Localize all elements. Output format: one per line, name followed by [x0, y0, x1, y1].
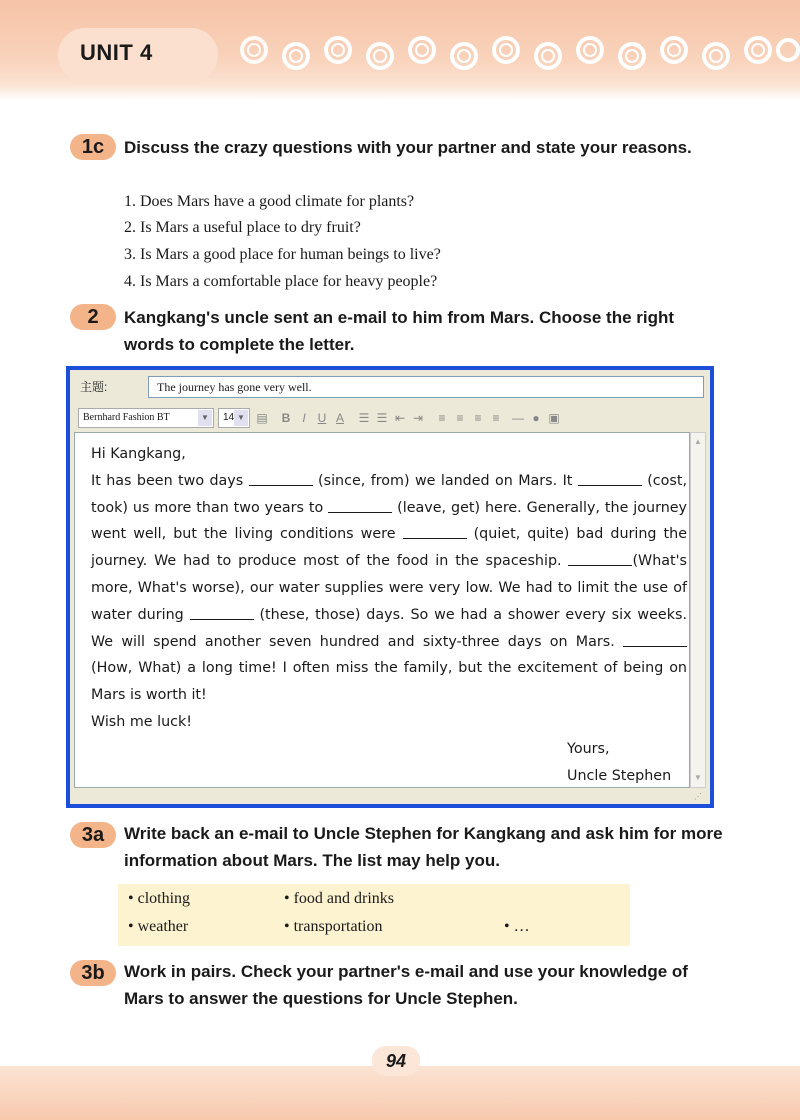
- resize-grip-icon[interactable]: ⋰: [694, 792, 702, 801]
- scroll-down-icon[interactable]: ▼: [694, 773, 702, 782]
- letter-greeting: Hi Kangkang,: [91, 446, 186, 462]
- answer-blank-3[interactable]: [328, 498, 392, 513]
- letter-signature: Uncle Stephen: [567, 767, 672, 784]
- section-3a-instruction: Write back an e-mail to Uncle Stephen for Kangkang and ask him for more information about Mars. The list may help you.: [124, 824, 723, 870]
- chevron-down-icon[interactable]: ▼: [234, 410, 248, 426]
- chevron-down-icon[interactable]: ▼: [198, 410, 212, 426]
- subject-label: 主题:: [80, 380, 108, 394]
- page-number: 94: [385, 1051, 407, 1071]
- letter-text: [91, 441, 687, 789]
- underline-icon[interactable]: U: [317, 411, 327, 425]
- question-4: 4. Is Mars a comfortable place for heavy people?: [124, 273, 438, 290]
- question-1: 1. Does Mars have a good climate for plants?: [124, 193, 415, 210]
- bold-icon[interactable]: B: [281, 411, 291, 425]
- letter-sign-off: Yours,: [567, 740, 610, 757]
- letter-body: [91, 468, 687, 709]
- letter-segment: (cost, took) us more than two years to: [91, 472, 688, 516]
- section-3b-badge: 3b: [70, 960, 116, 986]
- section-1c-badge: 1c: [70, 134, 116, 160]
- section-2-instruction: Kangkang's uncle sent an e-mail to him from Mars. Choose the right words to complete the letter.: [124, 308, 675, 354]
- section-1c-instruction: Discuss the crazy questions with your partner and state your reasons.: [124, 138, 692, 157]
- vertical-scrollbar[interactable]: [690, 432, 706, 788]
- question-2: 2. Is Mars a useful place to dry fruit?: [124, 219, 361, 236]
- page-number-box: [372, 1046, 420, 1076]
- section-2-badge: 2: [70, 304, 116, 330]
- letter-segment: (leave, get) here. Generally, the journey went well, but the living conditions were: [91, 499, 688, 543]
- font-family-value: Bernhard Fashion BT: [83, 412, 170, 423]
- topic-item: • food and drinks: [284, 890, 395, 907]
- topic-list-box: [118, 884, 630, 946]
- letter-segment: (since, from) we landed on Mars. It: [318, 472, 573, 489]
- answer-blank-7[interactable]: [623, 632, 687, 647]
- scroll-up-icon[interactable]: ▲: [694, 437, 702, 446]
- topic-item: • …: [504, 918, 530, 935]
- bullet-list-icon[interactable]: ☰: [376, 411, 388, 425]
- topic-item: • clothing: [128, 890, 191, 907]
- align-right-icon[interactable]: ≡: [474, 411, 482, 425]
- letter-segment: (these, those) days. So we had a shower every six weeks. We will spend another seven hundred and sixty-three days on Mars.: [91, 606, 687, 650]
- answer-blank-4[interactable]: [403, 524, 467, 539]
- letter-segment: It has been two days: [91, 472, 244, 489]
- horizontal-rule-icon[interactable]: —: [512, 411, 524, 425]
- unit-title: UNIT 4: [80, 40, 153, 65]
- align-center-icon[interactable]: ≡: [456, 411, 464, 425]
- font-size-value: 14: [223, 412, 235, 423]
- font-size-select[interactable]: [218, 408, 250, 428]
- email-window: [66, 366, 714, 808]
- decorative-rings: [236, 30, 800, 76]
- answer-blank-2[interactable]: [578, 471, 642, 486]
- image-icon[interactable]: ▣: [548, 411, 560, 425]
- justify-icon[interactable]: ≡: [492, 411, 500, 425]
- question-3: 3. Is Mars a good place for human beings to live?: [124, 246, 441, 263]
- letter-segment: (How, What) a long time! I often miss the family, but the excitement of being on Mars is worth it!: [91, 660, 687, 704]
- formatting-toolbar: [74, 406, 706, 432]
- align-left-icon[interactable]: ≡: [438, 411, 446, 425]
- link-icon[interactable]: ●: [532, 411, 540, 425]
- email-editor: [70, 370, 710, 804]
- font-family-select[interactable]: [78, 408, 214, 428]
- topic-item: • transportation: [284, 918, 383, 935]
- answer-blank-5[interactable]: [568, 551, 632, 566]
- subject-input[interactable]: The journey has gone very well.: [148, 376, 704, 398]
- email-body[interactable]: [74, 432, 690, 788]
- font-color-icon[interactable]: A: [335, 411, 344, 425]
- topic-item: • weather: [128, 918, 189, 935]
- letter-closing-line: Wish me luck!: [91, 713, 193, 730]
- increase-indent-icon[interactable]: ⇥: [412, 411, 424, 425]
- section-3b-instruction: Work in pairs. Check your partner's e-mail and use your knowledge of Mars to answer the questions for Uncle Stephen.: [124, 962, 688, 1008]
- letter-segment: (quiet, quite) bad during the journey. We had to produce most of the food in the spaceship.: [91, 526, 687, 570]
- format-icon[interactable]: ▤: [256, 411, 268, 425]
- italic-icon[interactable]: I: [302, 411, 306, 425]
- answer-blank-1[interactable]: [249, 471, 313, 486]
- numbered-list-icon[interactable]: ☰: [358, 411, 370, 425]
- decrease-indent-icon[interactable]: ⇤: [394, 411, 406, 425]
- letter-segment: (What's more, What's worse), our water supplies were very low. We had to limit the use of water during: [91, 553, 688, 623]
- answer-blank-6[interactable]: [190, 605, 254, 620]
- section-3a-badge: 3a: [70, 822, 116, 848]
